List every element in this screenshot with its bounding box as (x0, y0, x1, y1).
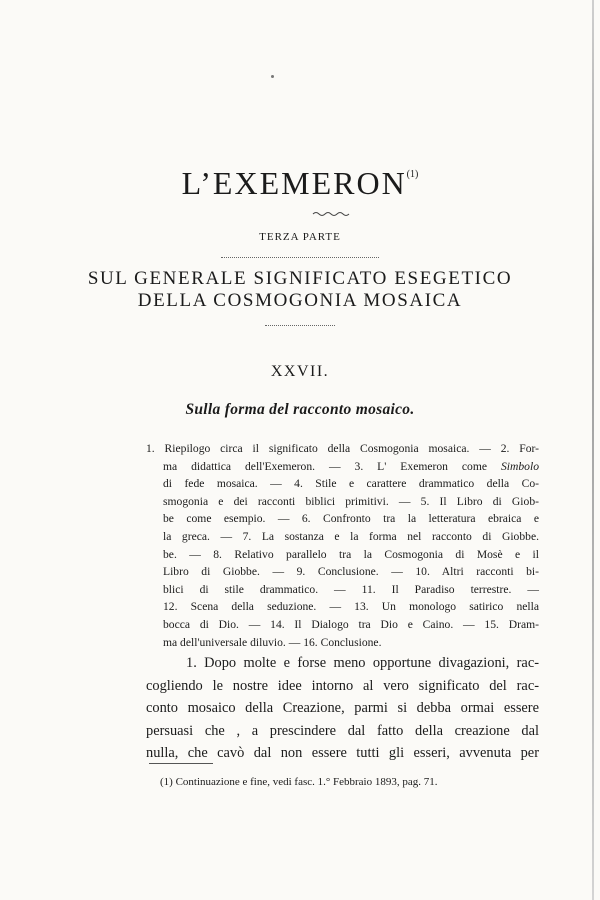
summary-line: 1. Riepilogo circa il significato della Cosmogonia mosaica. — 2. For- (146, 442, 539, 455)
body-line: conto mosaico della Creazione, parmi si debba ormai essere (146, 700, 539, 716)
body-line: cogliendo le nostre idee intorno al vero significato del rac- (146, 677, 539, 694)
section-heading-line2: DELLA COSMOGONIA MOSAICA (137, 290, 463, 311)
summary-line: ma dell'universale diluvio. — 16. Conclusione. (163, 635, 382, 649)
body-line: nulla, che cavò dal non essere tutti gli esseri, avvenuta per (146, 745, 539, 761)
body-text (146, 652, 539, 765)
section-heading-line1: SUL GENERALE SIGNIFICATO ESEGETICO (87, 268, 513, 289)
body-line: 1. Dopo molte e forse meno opportune divagazioni, rac- (186, 655, 539, 671)
summary-line: blici di stile drammatico. — 11. Il Paradiso terrestre. — (163, 582, 539, 596)
chapter-title: Sulla forma del racconto mosaico. (185, 401, 415, 418)
summary-line: ma didattica dell'Exemeron. — 3. L' Exemeron come Simbolo (163, 459, 539, 473)
emphasis-simbolo: Simbolo (500, 459, 539, 473)
page-edge-shadow (592, 0, 594, 900)
summary-line: la greca. — 7. La sostanza e la forma nel racconto di Giobbe. (163, 529, 539, 543)
footnote-marker: (1) (406, 169, 419, 180)
chapter-summary (146, 440, 539, 651)
summary-line: Libro di Giobbe. — 9. Conclusione. — 10. Altri racconti bi- (163, 565, 539, 579)
chapter-number: XXVII. (270, 363, 330, 380)
footnote-text: (1) Continuazione e fine, vedi fasc. 1.° Febbraio 1893, pag. 71. (160, 776, 438, 788)
article-title: L’EXEMERON$^{(1)}$ (181, 165, 419, 201)
footnote-rule (149, 763, 213, 764)
summary-line: 12. Scena della seduzione. — 13. Un monologo satirico nella (163, 600, 539, 614)
scan-speck (271, 75, 274, 78)
summary-line: smogonia e dei racconti biblici primitivi. — 5. Il Libro di Giob- (163, 494, 539, 508)
title-ornament (312, 210, 350, 218)
summary-line: be come esempio. — 6. Confronto tra la letteratura ebraica e (163, 512, 539, 526)
summary-line: di fede mosaica. — 4. Stile e carattere drammatico della Co- (163, 477, 539, 491)
summary-line: bocca di Dio. — 14. Il Dialogo tra Dio e Caino. — 15. Dram- (163, 617, 539, 631)
body-line: persuasi che , a prescindere dal fatto della creazione dal (146, 722, 539, 739)
summary-line: be. — 8. Relativo parallelo tra la Cosmogonia di Mosè e il (163, 547, 539, 561)
part-label: TERZA PARTE (259, 231, 341, 243)
